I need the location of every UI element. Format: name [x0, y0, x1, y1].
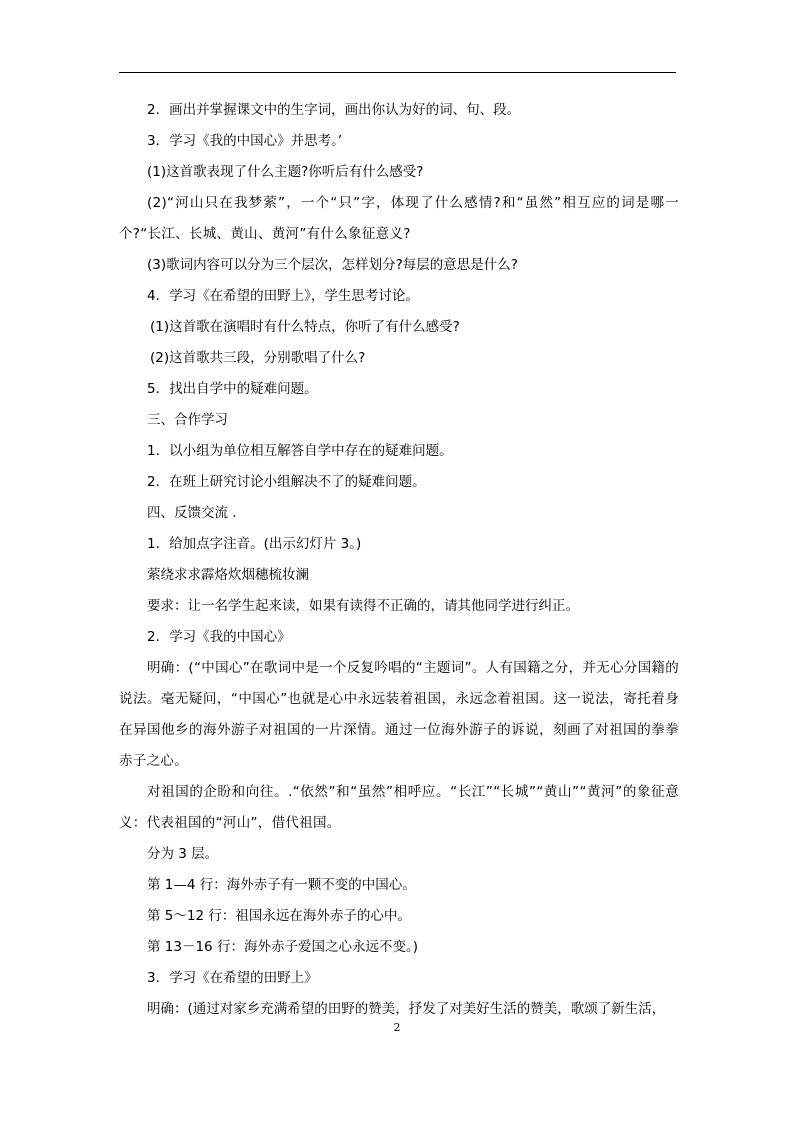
layer-1: 第 1—4 行：海外赤子有一颗不变的中国心。	[147, 877, 416, 893]
paragraph-item-5: 5．找出自学中的疑难问题。	[147, 381, 318, 397]
clarification-paragraph-1: 明确：(“中国心”在歌词中是一个反复吟唱的“主题词”。人有国籍之分，并无心分国籍的说法。毫无疑问，“中国心”也就是心中永远装着祖国，永远念着祖国。这一说法，寄托着身在异国他乡的海外游子对祖国的一片深情。通过一位海外游子的诉说，刻画了对祖国的拳拳赤子之心。	[119, 660, 679, 769]
layer-2: 第 5～12 行：祖国永远在海外赤子的心中。	[147, 908, 411, 924]
document-body	[119, 95, 679, 1025]
page-number: 2	[393, 1021, 401, 1034]
layer-3: 第 13－16 行：海外赤子爱国之心永远不变。)	[147, 939, 418, 955]
header-rule	[119, 72, 676, 73]
question-3: (3)歌词内容可以分为三个层次，怎样划分?每层的意思是什么?	[147, 257, 518, 273]
cooperative-item-1: 1．以小组为单位相互解答自学中存在的疑难问题。	[147, 443, 453, 459]
feedback-item-3: 3．学习《在希望的田野上》	[147, 970, 318, 986]
paragraph-item-4-heading: 4．学习《在希望的田野上》，学生思考讨论。	[147, 288, 419, 304]
pronunciation-characters: 萦绕求求霹烙炊烟穗梳妆澜	[147, 567, 309, 583]
feedback-item-2: 2．学习《我的中国心》	[147, 629, 291, 645]
cooperative-item-2: 2．在班上研究讨论小组解决不了的疑难问题。	[147, 474, 426, 490]
paragraph-item-2: 2．画出并掌握课文中的生字词，画出你认为好的词、句、段。	[147, 102, 521, 118]
clarification-paragraph-2: 对祖国的企盼和向往。.“依然”和“虽然”相呼应。“长江”“长城”“黄山”“黄河”的象征意义：代表祖国的“河山”，借代祖国。	[119, 784, 679, 831]
section-heading-feedback: 四、反馈交流 .	[147, 505, 237, 521]
requirement-text: 要求：让一名学生起来读，如果有读得不正确的，请其他同学进行纠正。	[147, 598, 579, 614]
question-2: (2)“河山只在我梦萦”，一个“只”字，体现了什么感情?和“虽然”相互应的词是哪一个?“长江、长城、黄山、黄河”有什么象征意义?	[119, 195, 679, 242]
layers-intro: 分为 3 层。	[147, 846, 219, 862]
song2-question-2: (2)这首歌共三段，分别歌唱了什么?	[150, 350, 366, 366]
question-1: (1)这首歌表现了什么主题?你听后有什么感受?	[147, 164, 424, 180]
paragraph-item-3-heading: 3．学习《我的中国心》并思考。’	[147, 133, 343, 149]
feedback-item-1: 1．给加点字注音。(出示幻灯片 3。)	[147, 536, 362, 552]
song2-question-1: (1)这首歌在演唱时有什么特点，你听了有什么感受?	[150, 319, 460, 335]
section-heading-cooperative-learning: 三、合作学习	[147, 412, 228, 428]
clarification-paragraph-3: 明确：(通过对家乡充满希望的田野的赞美，抒发了对美好生活的赞美，歌颂了新生活，	[147, 1001, 666, 1017]
